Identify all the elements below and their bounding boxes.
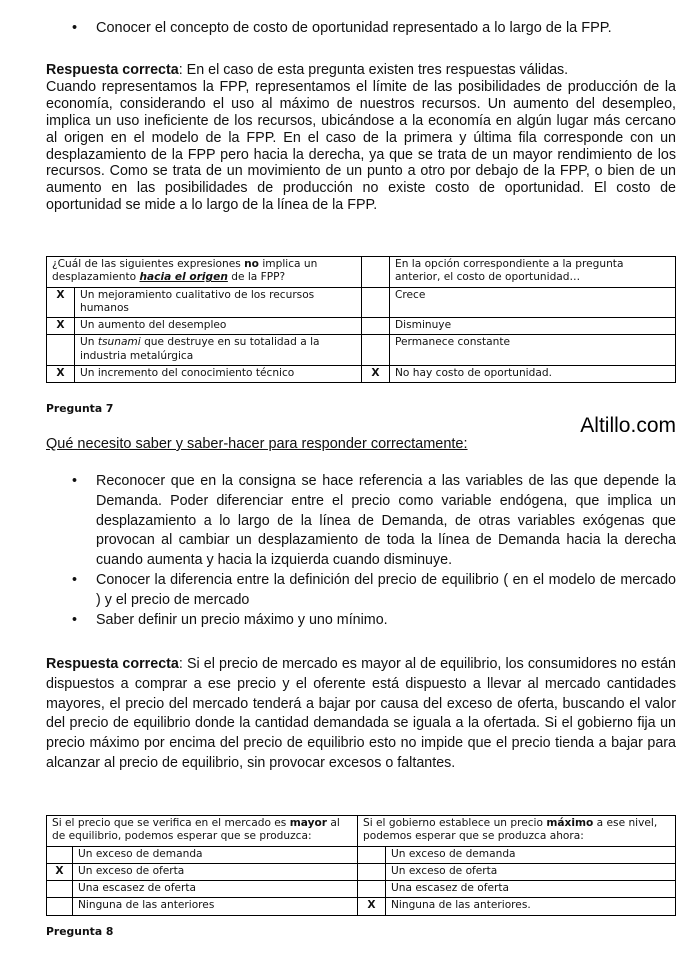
question-table-1	[46, 256, 676, 383]
mark-cell	[47, 881, 73, 898]
table-header-right: En la opción correspondiente a la pregunta anterior, el costo de oportunidad…	[390, 257, 676, 288]
mark-cell: X	[47, 366, 75, 383]
option-left: Un exceso de demanda	[73, 846, 358, 863]
mark-cell: X	[358, 898, 386, 915]
option-right: Un exceso de oferta	[386, 863, 676, 880]
option-left: Ninguna de las anteriores	[73, 898, 358, 915]
question-label: Pregunta 8	[46, 925, 114, 938]
answer-label: Respuesta correcta	[46, 656, 179, 672]
table-row	[47, 898, 676, 915]
answer-body: : Si el precio de mercado es mayor al de equilibrio, los consumidores no están dispuestos a comprar a ese precio y el oferente está dispuesto a llevar al mercado cantidades mayores, el precio del mercado tenderá a bajar por causa del exceso de oferta, buscando el valor del precio de equilibrio donde la cantidad demandada se iguala a la ofertada. Si el gobierno fija un precio máximo por encima del precio de equilibrio esto no impide que el precio tienda a bajar para alcanzar al precio de equilibrio, sin provocar excesos o faltantes.	[46, 656, 676, 771]
table-header-right: Si el gobierno establece un precio máximo a ese nivel, podemos esperar que se produzca ahora:	[358, 816, 676, 847]
answer-lead: : En el caso de esta pregunta existen tres respuestas válidas.	[178, 62, 569, 78]
option-right: Crece	[390, 287, 676, 318]
mark-cell	[47, 335, 75, 366]
table-row	[47, 318, 676, 335]
mark-cell	[47, 846, 73, 863]
mark-cell	[47, 898, 73, 915]
mark-cell	[358, 863, 386, 880]
option-left: Un mejoramiento cualitativo de los recursos humanos	[75, 287, 362, 318]
option-left: Un incremento del conocimiento técnico	[75, 366, 362, 383]
mark-cell: X	[47, 287, 75, 318]
bullet-list	[72, 472, 676, 630]
bullet-dot: •	[72, 571, 78, 588]
mark-cell: X	[47, 863, 73, 880]
mark-cell: X	[362, 366, 390, 383]
bullet-item	[72, 472, 676, 571]
bullet-dot: •	[72, 20, 78, 36]
answer-paragraph-1	[46, 62, 676, 214]
table-row	[47, 863, 676, 880]
table-row	[47, 846, 676, 863]
bullet-item	[72, 611, 676, 631]
option-right: Disminuye	[390, 318, 676, 335]
option-left: Una escasez de oferta	[73, 881, 358, 898]
bullet-text: Conocer el concepto de costo de oportunidad representado a lo largo de la FPP.	[96, 20, 612, 36]
bullet-text: Saber definir un precio máximo y uno mínimo.	[96, 611, 388, 628]
table-header-mark	[362, 257, 390, 288]
bullet-dot: •	[72, 473, 78, 489]
option-right: Permanece constante	[390, 335, 676, 366]
table-row	[47, 335, 676, 366]
table-header-left: Si el precio que se verifica en el mercado es mayor al de equilibrio, podemos esperar que se produzca:	[47, 816, 358, 847]
table-row	[47, 881, 676, 898]
answer-body: Cuando representamos la FPP, representamos el límite de las posibilidades de producción de la economía, considerando el uso al máximo de nuestros recursos. Un aumento del desempleo, implica un uso ineficiente de los recursos, ubicándose a la economía en algún lugar más cercano al origen en el modelo de la FPP. En el caso de la primera y última fila corresponde con un desplazamiento de la FPP pero hacia la derecha, ya que se trata de un mayor rendimiento de los recursos. Como se trata de un movimiento de un punto a otro por debajo de la FPP, o bien de un aumento en las posibilidades de producción no existe costo de oportunidad. El costo de oportunidad se mide a lo largo de la línea de la FPP.	[46, 78, 676, 214]
option-left: Un tsunami que destruye en su totalidad a la industria metalúrgica	[75, 335, 362, 366]
table-header-left: ¿Cuál de las siguientes expresiones no implica un desplazamiento hacia el origen de la FPP?	[47, 257, 362, 288]
mark-cell	[362, 287, 390, 318]
mark-cell	[358, 881, 386, 898]
table-row	[47, 287, 676, 318]
mark-cell	[358, 846, 386, 863]
table-row	[47, 366, 676, 383]
watermark: Altillo.com	[580, 414, 676, 437]
option-left: Un exceso de oferta	[73, 863, 358, 880]
bullet-text: Conocer la diferencia entre la definición del precio de equilibrio ( en el modelo de mercado ) y el precio de mercado	[96, 571, 676, 608]
option-right: No hay costo de oportunidad.	[390, 366, 676, 383]
option-right: Ninguna de las anteriores.	[386, 898, 676, 915]
bullet-text: Reconocer que en la consigna se hace referencia a las variables de las que depende la Demanda. Poder diferenciar entre el precio como variable endógena, que implica un desplazamiento a lo largo de la línea de Demanda, de otras variables exógenas que provocan al cambiar un desplazamiento de toda la línea de Demanda hacia la derecha cuando aumenta y hacia la izquierda cuando disminuye.	[96, 473, 676, 569]
bullet-item	[72, 571, 676, 611]
bullet-dot: •	[72, 611, 78, 628]
mark-cell	[362, 335, 390, 366]
mark-cell: X	[47, 318, 75, 335]
option-right: Una escasez de oferta	[386, 881, 676, 898]
question-label: Pregunta 7	[46, 402, 114, 415]
answer-paragraph-2	[46, 655, 676, 774]
mark-cell	[362, 318, 390, 335]
section-heading: Qué necesito saber y saber-hacer para responder correctamente:	[46, 436, 468, 452]
option-right: Un exceso de demanda	[386, 846, 676, 863]
option-left: Un aumento del desempleo	[75, 318, 362, 335]
answer-label: Respuesta correcta	[46, 62, 179, 78]
question-table-2	[46, 815, 676, 916]
